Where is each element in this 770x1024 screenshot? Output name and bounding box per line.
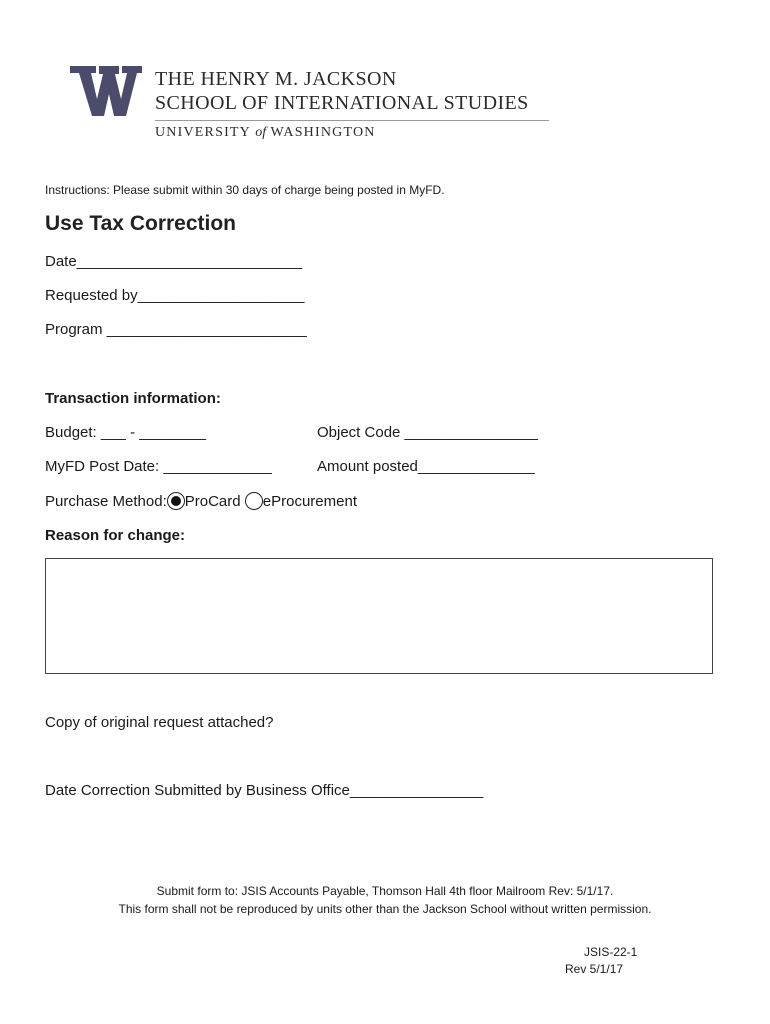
eprocurement-radio[interactable]	[245, 492, 263, 510]
transaction-heading: Transaction information:	[45, 390, 221, 407]
reason-heading: Reason for change:	[45, 527, 186, 544]
date-field[interactable]: Date___________________________	[45, 253, 302, 270]
eprocurement-label: eProcurement	[262, 493, 357, 510]
amount-posted-field[interactable]: Amount posted______________	[317, 458, 535, 475]
footer-submit-line: Submit form to: JSIS Accounts Payable, Thomson Hall 4th floor Mailroom Rev: 5/1/17.	[156, 884, 614, 898]
purchase-method-row	[45, 492, 357, 510]
copy-attached-question: Copy of original request attached?	[45, 714, 274, 731]
procard-radio[interactable]	[167, 492, 185, 510]
document-revision: Rev 5/1/17	[565, 962, 624, 976]
university-wordmark: UNIVERSITY of WASHINGTON	[155, 125, 376, 140]
date-submitted-field[interactable]: Date Correction Submitted by Business Office________________	[45, 782, 484, 799]
footer-permission-line: This form shall not be reproduced by units other than the Jackson School without written permission.	[118, 902, 652, 916]
object-code-field[interactable]: Object Code ________________	[317, 424, 539, 441]
uw-w-logo-icon	[70, 66, 142, 116]
document-id: JSIS-22-1	[584, 945, 638, 959]
post-date-field[interactable]: MyFD Post Date: _____________	[45, 458, 272, 475]
procard-label: ProCard	[184, 493, 241, 510]
program-field[interactable]: Program ________________________	[45, 321, 307, 338]
form-title: Use Tax Correction	[45, 212, 236, 235]
logo-line1: THE HENRY M. JACKSON	[155, 68, 397, 90]
requested-by-field[interactable]: Requested by____________________	[45, 287, 305, 304]
instructions-text: Instructions: Please submit within 30 days of charge being posted in MyFD.	[45, 183, 445, 197]
purchase-method-label: Purchase Method:	[45, 493, 167, 510]
reason-textarea[interactable]	[45, 558, 713, 674]
logo-divider	[155, 120, 549, 121]
logo-line2: SCHOOL OF INTERNATIONAL STUDIES	[155, 92, 529, 114]
budget-field[interactable]: Budget: ___ - ________	[45, 424, 206, 441]
